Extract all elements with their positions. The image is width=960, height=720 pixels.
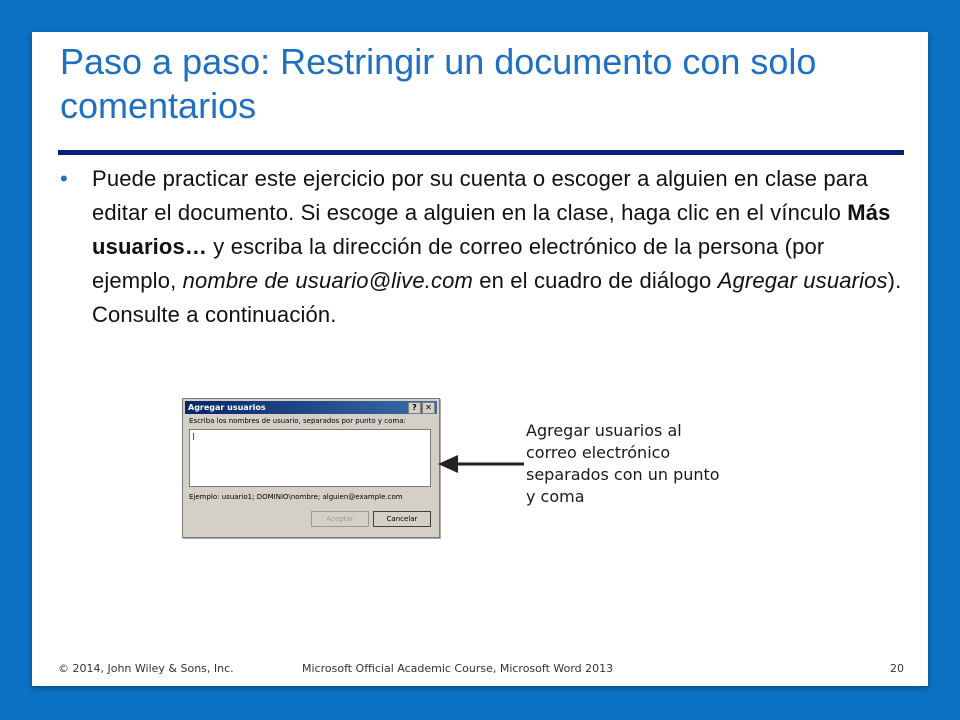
bullet-bold-link-text: Más usuarios… (92, 200, 891, 259)
arrow-left-icon (436, 452, 526, 476)
bullet-text-part: y escriba la dirección de correo electrónico de la persona (por ejemplo, (92, 234, 825, 293)
dialog-title: Agregar usuarios (188, 403, 266, 412)
footer-copyright: © 2014, John Wiley & Sons, Inc. (58, 662, 234, 675)
title-divider (58, 150, 904, 155)
slide (32, 32, 928, 686)
bullet-text (92, 162, 902, 332)
close-button[interactable]: ✕ (422, 402, 435, 414)
slide-footer (58, 662, 904, 678)
text-caret (193, 433, 194, 440)
bullet-text-part: Puede practicar este ejercicio por su cuenta o escoger a alguien en clase para editar el documento. Si escoge a alguien en la clase, haga clic en el vínculo (92, 166, 869, 225)
dialog-titlebar (185, 401, 437, 414)
bullet-marker: • (60, 166, 68, 191)
bullet-item (60, 162, 902, 332)
cancel-button[interactable]: Cancelar (373, 511, 431, 527)
bullet-text-part: ). Consulte a continuación. (92, 268, 902, 327)
ok-button[interactable]: Aceptar (311, 511, 369, 527)
dialog-prompt-label: Escriba los nombres de usuario, separados por punto y coma: (189, 417, 406, 425)
slide-title: Paso a paso: Restringir un documento con solo comentarios (60, 41, 817, 126)
user-names-input[interactable] (189, 429, 431, 487)
callout-text: Agregar usuarios al correo electrónico separados con un punto y coma (526, 421, 720, 506)
help-button[interactable]: ? (408, 402, 421, 414)
footer-page-number: 20 (890, 662, 904, 675)
bullet-italic-dialog-name: Agregar usuarios (717, 268, 888, 293)
bullet-italic-email: nombre de usuario@live.com (182, 268, 473, 293)
dialog-example-text: Ejemplo: usuario1; DOMINIO\nombre; alguien@example.com (189, 493, 403, 501)
add-users-dialog (182, 398, 440, 538)
footer-course: Microsoft Official Academic Course, Microsoft Word 2013 (302, 662, 614, 675)
bullet-text-part: en el cuadro de diálogo (473, 268, 718, 293)
